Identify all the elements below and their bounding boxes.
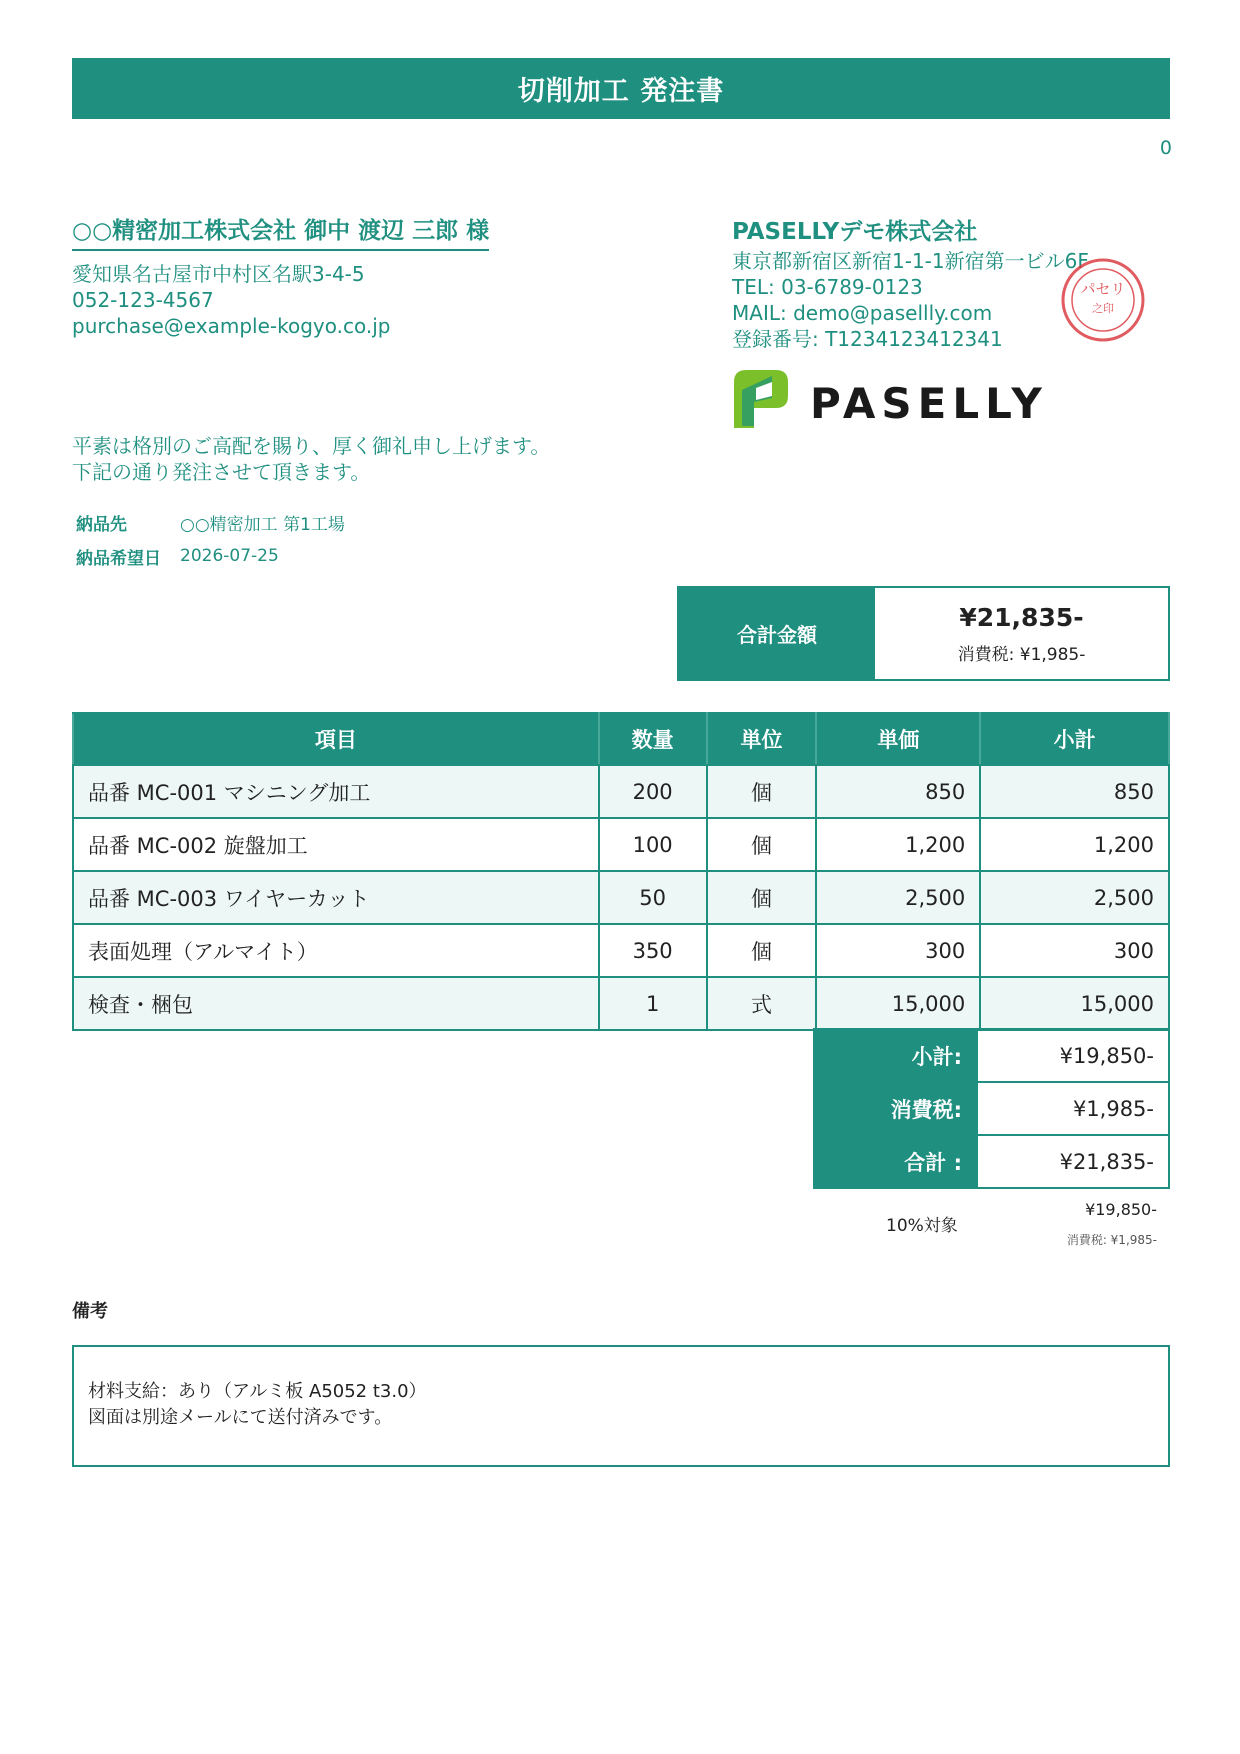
cell-quantity: 350 [599, 924, 707, 977]
greeting-line-2: 下記の通り発注させて頂きます。 [72, 460, 371, 484]
cell-unit-price: 850 [816, 765, 980, 818]
summary-subtotal-label: 小計: [814, 1029, 977, 1082]
grand-total-values [875, 588, 1168, 679]
header-unit: 単位 [707, 713, 817, 765]
greeting-message [72, 433, 550, 485]
line-items-table [72, 712, 1170, 1031]
notes-box [72, 1345, 1170, 1467]
cell-unit: 個 [707, 924, 817, 977]
cell-quantity: 200 [599, 765, 707, 818]
summary-total-label: 合計 : [814, 1135, 977, 1188]
cell-unit-price: 1,200 [816, 818, 980, 871]
cell-subtotal: 850 [980, 765, 1169, 818]
recipient-name: ○○精密加工株式会社 御中 渡辺 三郎 様 [72, 212, 489, 251]
summary-table [813, 1028, 1170, 1189]
sender-mail: MAIL: demo@pasellly.com [732, 301, 993, 325]
cell-subtotal: 2,500 [980, 871, 1169, 924]
notes-line-1: 材料支給：あり（アルミ板 A5052 t3.0） [88, 1381, 427, 1402]
table-row [73, 977, 1169, 1030]
grand-total-tax: 消費税: ¥1,985- [957, 644, 1086, 665]
sender-tel: TEL: 03-6789-0123 [732, 275, 923, 299]
cell-item: 表面処理（アルマイト） [73, 924, 599, 977]
recipient-contact [72, 261, 390, 339]
header-unit-price: 単価 [816, 713, 980, 765]
svg-text:パセリ: パセリ [1080, 280, 1126, 298]
notes-title: 備考 [72, 1301, 108, 1322]
tax-rate-label: 10%対象 [886, 1216, 958, 1236]
notes-line-2: 図面は別途メールにて送付済みです。 [88, 1407, 393, 1428]
grand-total-label: 合計金額 [679, 588, 875, 679]
table-row [73, 765, 1169, 818]
svg-text:之印: 之印 [1092, 302, 1114, 315]
cell-item: 検査・梱包 [73, 977, 599, 1030]
document-number: 0 [1159, 137, 1172, 159]
cell-unit-price: 300 [816, 924, 980, 977]
cell-quantity: 50 [599, 871, 707, 924]
summary-total-row [814, 1135, 1169, 1188]
sender-address: 東京都新宿区新宿1-1-1新宿第一ビル6F [732, 249, 1089, 273]
summary-tax-value: ¥1,985- [977, 1082, 1169, 1135]
cell-subtotal: 1,200 [980, 818, 1169, 871]
cell-subtotal: 300 [980, 924, 1169, 977]
cell-unit: 個 [707, 871, 817, 924]
tax-rate-tax: 消費税: ¥1,985- [1066, 1233, 1157, 1247]
cell-unit: 式 [707, 977, 817, 1030]
summary-subtotal-row [814, 1029, 1169, 1082]
delivery-place-row [76, 505, 345, 539]
recipient-address: 愛知県名古屋市中村区名駅3-4-5 [72, 262, 365, 286]
header-quantity: 数量 [599, 713, 707, 765]
summary-tax-row [814, 1082, 1169, 1135]
cell-item: 品番 MC-002 旋盤加工 [73, 818, 599, 871]
delivery-info [76, 505, 345, 573]
table-row [73, 818, 1169, 871]
table-row [73, 871, 1169, 924]
cell-unit-price: 2,500 [816, 871, 980, 924]
cell-quantity: 1 [599, 977, 707, 1030]
delivery-date-value: 2026-07-25 [180, 546, 279, 566]
cell-unit-price: 15,000 [816, 977, 980, 1030]
document-title: 切削加工 発注書 [72, 58, 1170, 119]
table-row [73, 924, 1169, 977]
delivery-date-label: 納品希望日 [76, 548, 161, 569]
sender-registration: 登録番号: T1234123412341 [732, 327, 1003, 351]
company-seal-icon [1052, 256, 1154, 344]
header-subtotal: 小計 [980, 713, 1169, 765]
header-item: 項目 [73, 713, 599, 765]
summary-subtotal-value: ¥19,850- [977, 1029, 1169, 1082]
cell-quantity: 100 [599, 818, 707, 871]
delivery-date-row [76, 539, 345, 573]
cell-subtotal: 15,000 [980, 977, 1169, 1030]
summary-total-value: ¥21,835- [977, 1135, 1169, 1188]
grand-total-amount: ¥21,835- [959, 602, 1084, 632]
svg-text:PASELLY: PASELLY [810, 379, 1048, 428]
tax-rate-amount: ¥19,850- [1085, 1200, 1157, 1219]
cell-unit: 個 [707, 765, 817, 818]
cell-item: 品番 MC-001 マシニング加工 [73, 765, 599, 818]
recipient-phone: 052-123-4567 [72, 288, 214, 312]
table-header-row [73, 713, 1169, 765]
recipient-email: purchase@example-kogyo.co.jp [72, 314, 391, 338]
grand-total-box [677, 586, 1170, 681]
greeting-line-1: 平素は格別のご高配を賜り、厚く御礼申し上げます。 [72, 434, 551, 458]
cell-item: 品番 MC-003 ワイヤーカット [73, 871, 599, 924]
summary-tax-label: 消費税: [814, 1082, 977, 1135]
sender-company: PASELLYデモ株式会社 [732, 219, 978, 245]
delivery-place-label: 納品先 [76, 514, 127, 535]
delivery-place-value: ○○精密加工 第1工場 [180, 514, 345, 535]
pasellly-logo-icon [732, 368, 1072, 430]
cell-unit: 個 [707, 818, 817, 871]
